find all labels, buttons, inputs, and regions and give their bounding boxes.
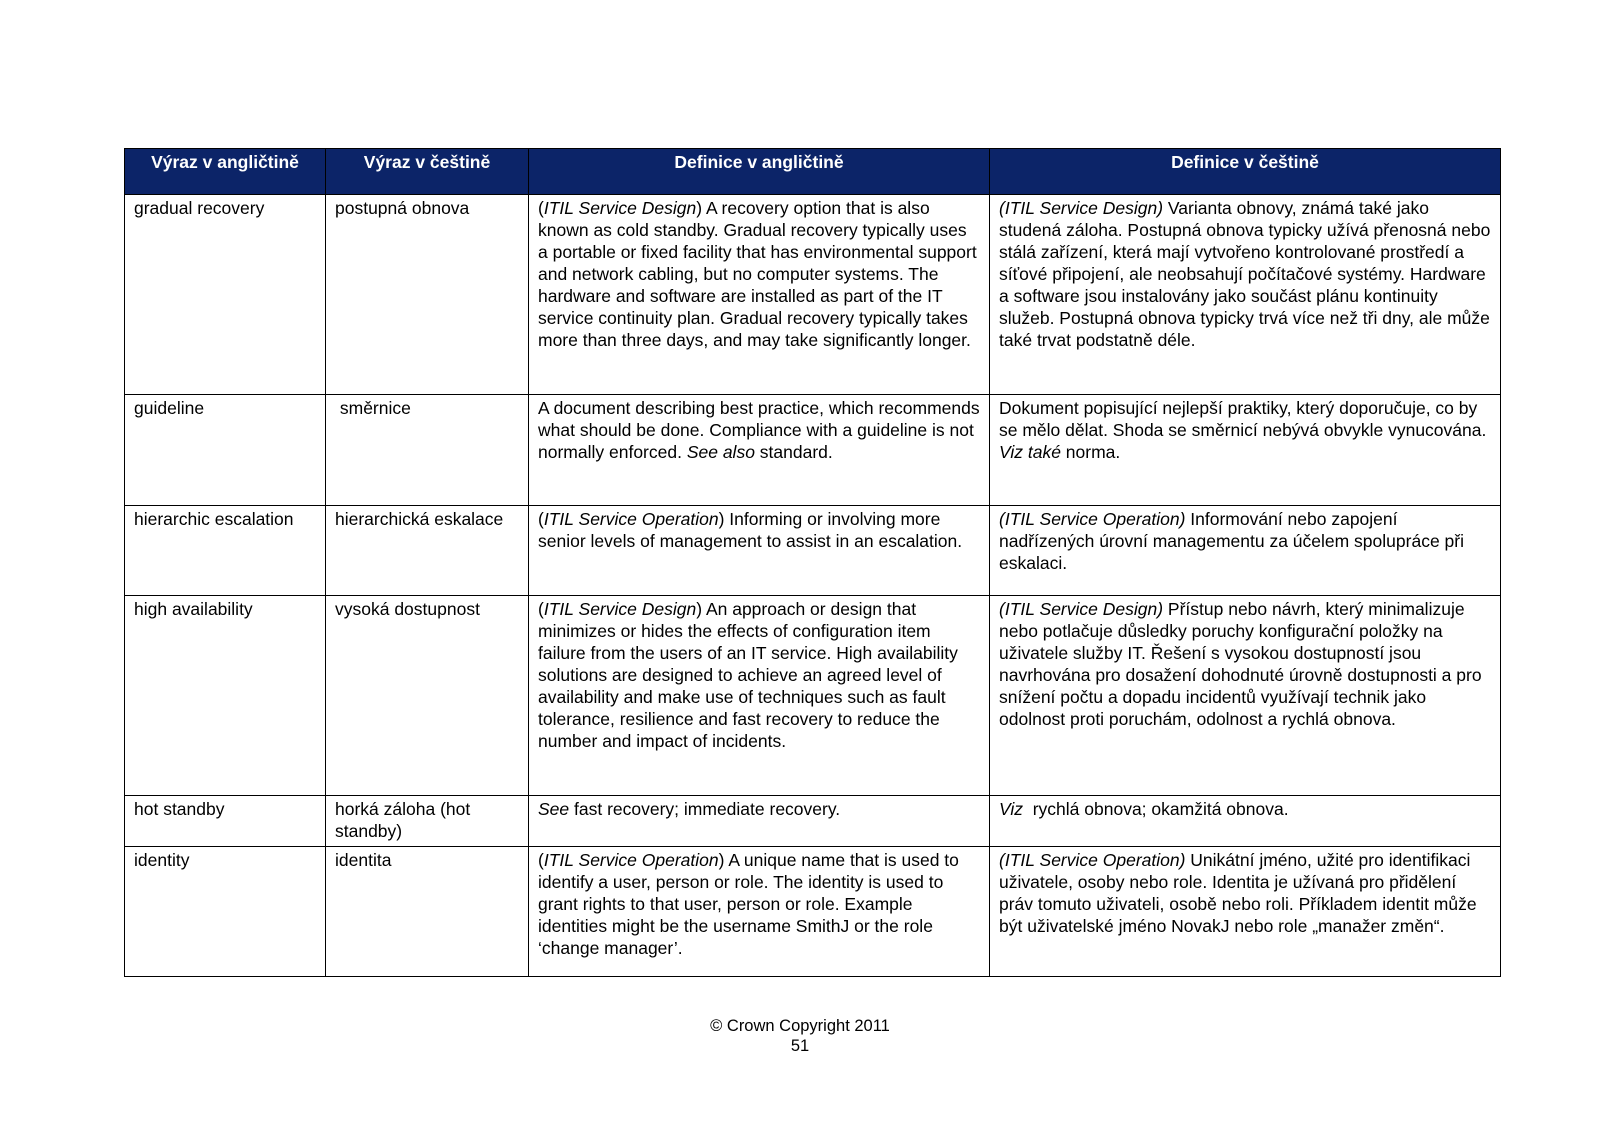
definition-en-cell: [529, 596, 990, 796]
term-en-cell: gradual recovery: [125, 195, 326, 395]
definition-en-cell: [529, 847, 990, 977]
definition-source: ITIL Service Design: [543, 198, 697, 218]
definition-text: ) An approach or design that minimizes or hides the effects of configuration item failure from the users of an IT service. High availability solutions are designed to achieve an agreed level of availability and make use of techniques such as fault tolerance, resilience and fast recovery to reduce the number and impact of incidents.: [538, 599, 958, 751]
term-cs-cell: hierarchická eskalace: [326, 506, 529, 596]
definition-source: ITIL Service Design: [543, 599, 697, 619]
header-term-en: Výraz v angličtině: [125, 149, 326, 195]
definition-source: ITIL Service Operation: [543, 850, 719, 870]
table-row: [125, 596, 1501, 796]
see-ref: See: [538, 799, 570, 819]
definition-source: (ITIL Service Operation): [999, 850, 1186, 870]
term-cs-cell: postupná obnova: [326, 195, 529, 395]
definition-text: Informování nebo zapojení nadřízených úrovní managementu za účelem spolupráce při eskalaci.: [999, 509, 1464, 573]
term-cs-cell: horká záloha (hot standby): [326, 796, 529, 847]
definition-cs-cell: [990, 596, 1501, 796]
glossary-table: [124, 148, 1501, 977]
definition-text: ) A unique name that is used to identify a user, person or role. The identity is used to grant rights to that user, person or role. Example identities might be the username SmithJ or the role ‘change manager’.: [538, 850, 959, 958]
definition-text: rychlá obnova; okamžitá obnova.: [1023, 799, 1289, 819]
term-cs-cell: identita: [326, 847, 529, 977]
definition-source: (ITIL Service Operation): [999, 509, 1186, 529]
definition-text: Varianta obnovy, známá také jako studená záloha. Postupná obnova typicky užívá přenosná nebo stálá zařízení, která mají vytvořeno kontrolované prostředí a síťové připojení, ale neobsahují počítačové systémy. Hardware a software jsou instalovány jako součást plánu kontinuity služeb. Postupná obnova typicky trvá více než tři dny, ale může také trvat podstatně déle.: [999, 198, 1491, 350]
definition-text: standard.: [754, 442, 833, 462]
table-row: [125, 847, 1501, 977]
definition-cs-cell: [990, 195, 1501, 395]
definition-text: Unikátní jméno, užité pro identifikaci uživatele, osoby nebo role. Identita je užívaná pro přidělení práv tomuto uživateli, osobě nebo roli. Příkladem identit může být uživatelské jméno NovakJ nebo role „manažer změn“.: [999, 850, 1477, 936]
definition-cs-cell: [990, 796, 1501, 847]
term-cs-cell: vysoká dostupnost: [326, 596, 529, 796]
term-cs-cell: směrnice: [326, 395, 529, 506]
definition-text: Přístup nebo návrh, který minimalizuje nebo potlačuje důsledky poruchy konfigurační položky na uživatele služby IT. Řešení s vysokou dostupností jsou navrhována pro dosažení dohodnuté úrovně dostupnosti a pro snížení počtu a dopadu incidentů využívají technik jako odolnost proti poruchám, odolnost a rychlá obnova.: [999, 599, 1482, 729]
definition-en-cell: [529, 506, 990, 596]
definition-cs-cell: [990, 395, 1501, 506]
definition-paren: (: [538, 850, 544, 870]
definition-paren: (: [538, 509, 544, 529]
definition-en-cell: [529, 395, 990, 506]
table-header-row: [125, 149, 1501, 195]
definition-text: norma.: [1060, 442, 1121, 462]
term-en-cell: guideline: [125, 395, 326, 506]
definition-paren: (: [538, 599, 544, 619]
definition-text: ) A recovery option that is also known as cold standby. Gradual recovery typically uses a portable or fixed facility that has environmental support and network cabling, but no computer systems. The hardware and software are installed as part of the IT service continuity plan. Gradual recovery typically takes more than three days, and may take significantly longer.: [538, 198, 977, 350]
table-row: [125, 506, 1501, 596]
see-also-ref: See also: [686, 442, 755, 462]
definition-text: fast recovery; immediate recovery.: [569, 799, 841, 819]
definition-source: (ITIL Service Design): [999, 599, 1164, 619]
footer-copyright: © Crown Copyright 2011: [710, 1017, 890, 1035]
term-en-cell: high availability: [125, 596, 326, 796]
header-term-cs: Výraz v češtině: [326, 149, 529, 195]
page-number: 51: [790, 1037, 810, 1055]
definition-en-cell: [529, 796, 990, 847]
definition-en-cell: [529, 195, 990, 395]
definition-text: ) Informing or involving more senior levels of management to assist in an escalation.: [538, 509, 963, 551]
term-en-cell: identity: [125, 847, 326, 977]
definition-cs-cell: [990, 847, 1501, 977]
definition-cs-cell: [990, 506, 1501, 596]
table-row: [125, 395, 1501, 506]
definition-text: Dokument popisující nejlepší praktiky, který doporučuje, co by se mělo dělat. Shoda se směrnicí nebývá obvykle vynucována.: [999, 398, 1487, 440]
definition-paren: (: [538, 198, 544, 218]
table-row: [125, 195, 1501, 395]
header-definition-en: Definice v angličtině: [529, 149, 990, 195]
term-en-cell: hierarchic escalation: [125, 506, 326, 596]
definition-source: (ITIL Service Design): [999, 198, 1164, 218]
definition-text: A document describing best practice, which recommends what should be done. Compliance with a guideline is not normally enforced.: [538, 398, 980, 462]
term-en-cell: hot standby: [125, 796, 326, 847]
see-ref: Viz: [999, 799, 1023, 819]
header-definition-cs: Definice v češtině: [990, 149, 1501, 195]
table-row: [125, 796, 1501, 847]
definition-source: ITIL Service Operation: [543, 509, 719, 529]
see-also-ref: Viz také: [999, 442, 1061, 462]
